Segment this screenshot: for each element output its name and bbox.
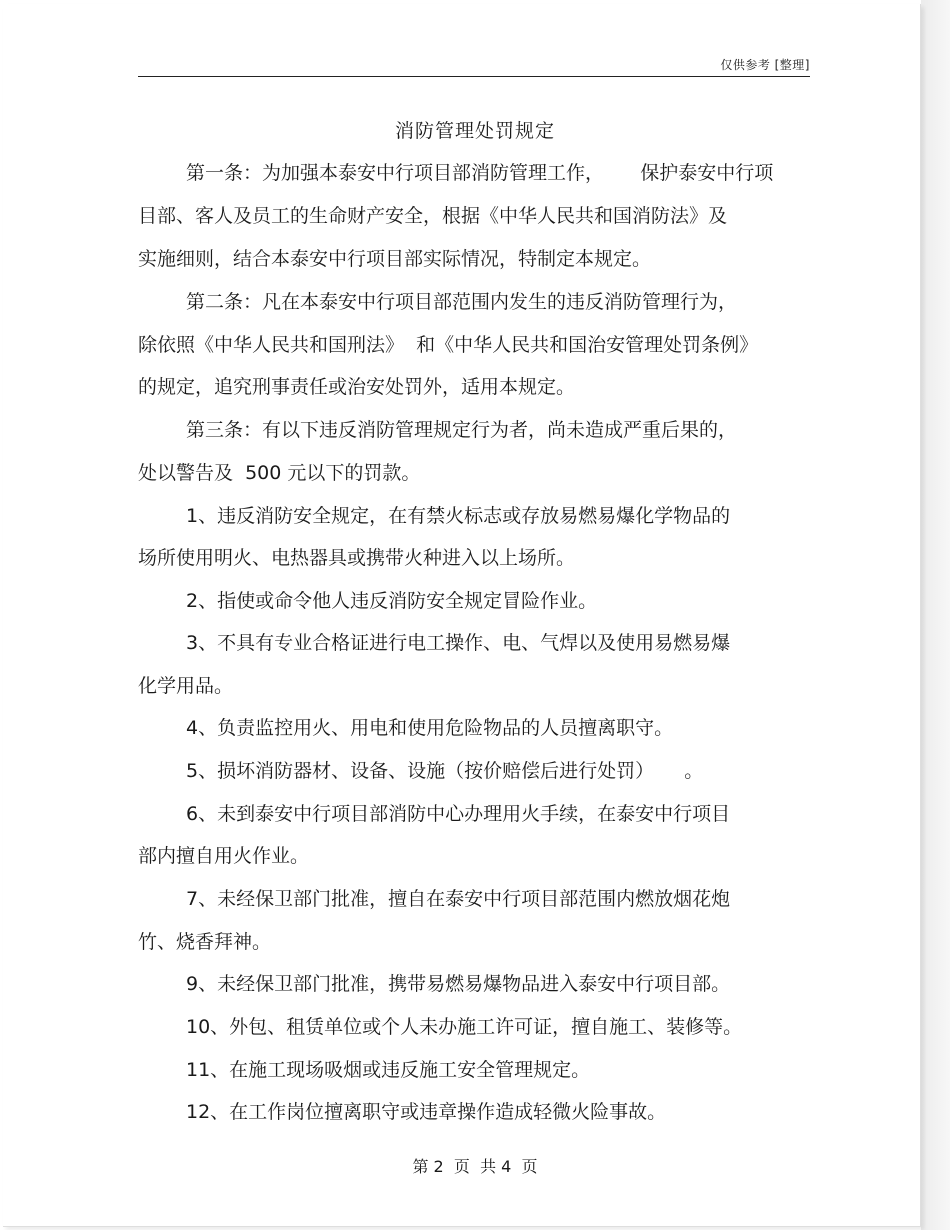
article-1-line-3: 实施细则，结合本泰安中行项目部实际情况，特制定本规定。 — [138, 248, 652, 270]
item-1-line-2: 场所使用明火、电热器具或携带火种进入以上场所。 — [138, 547, 576, 569]
header-rule — [138, 76, 810, 77]
item-7-line-1: 7、未经保卫部门批准，擅自在泰安中行项目部范围内燃放烟花炮 — [186, 888, 731, 910]
item-11-line: 11、在施工现场吸烟或违反施工安全管理规定。 — [186, 1059, 591, 1081]
item-2-line: 2、指使或命令他人违反消防安全规定冒险作业。 — [186, 590, 598, 612]
item-5-line: 5、损坏消防器材、设备、设施（按价赔偿后进行处罚） 。 — [186, 760, 704, 782]
item-10-line: 10、外包、租赁单位或个人未办施工许可证，擅自施工、装修等。 — [186, 1016, 743, 1038]
item-6-line-1: 6、未到泰安中行项目部消防中心办理用火手续，在泰安中行项目 — [186, 803, 731, 825]
item-3-line-2: 化学用品。 — [138, 675, 234, 697]
article-1-line-1: 第一条：为加强本泰安中行项目部消防管理工作， 保护泰安中行项 — [186, 162, 774, 184]
article-2-line-2: 除依照《中华人民共和国刑法》 和《中华人民共和国治安管理处罚条例》 — [138, 334, 759, 356]
article-1-line-2: 目部、客人及员工的生命财产安全，根据《中华人民共和国消防法》及 — [138, 205, 728, 227]
item-6-line-2: 部内擅自用火作业。 — [138, 845, 310, 867]
viewer-side-shade — [921, 0, 950, 1230]
page-number-footer: 第 2 页 共 4 页 — [412, 1157, 538, 1176]
item-4-line: 4、负责监控用火、用电和使用危险物品的人员擅离职守。 — [186, 717, 674, 739]
item-7-line-2: 竹、烧香拜神。 — [138, 931, 272, 953]
document-title: 消防管理处罚规定 — [394, 120, 555, 142]
item-9-line: 9、未经保卫部门批准，携带易燃易爆物品进入泰安中行项目部。 — [186, 973, 731, 995]
item-1-line-1: 1、违反消防安全规定，在有禁火标志或存放易燃易爆化学物品的 — [186, 505, 731, 527]
article-3-line-2: 处以警告及 500 元以下的罚款。 — [138, 462, 421, 484]
article-2-line-1: 第二条：凡在本泰安中行项目部范围内发生的违反消防管理行为， — [186, 291, 738, 313]
header-reference-note: 仅供参考 [整理] — [720, 58, 810, 72]
item-12-line: 12、在工作岗位擅离职守或违章操作造成轻微火险事故。 — [186, 1101, 667, 1123]
article-2-line-3: 的规定，追究刑事责任或治安处罚外，适用本规定。 — [138, 376, 576, 398]
document-page — [3, 4, 921, 1227]
article-3-line-1: 第三条：有以下违反消防管理规定行为者，尚未造成严重后果的， — [186, 419, 738, 441]
item-3-line-1: 3、不具有专业合格证进行电工操作、电、气焊以及使用易燃易爆 — [186, 632, 731, 654]
